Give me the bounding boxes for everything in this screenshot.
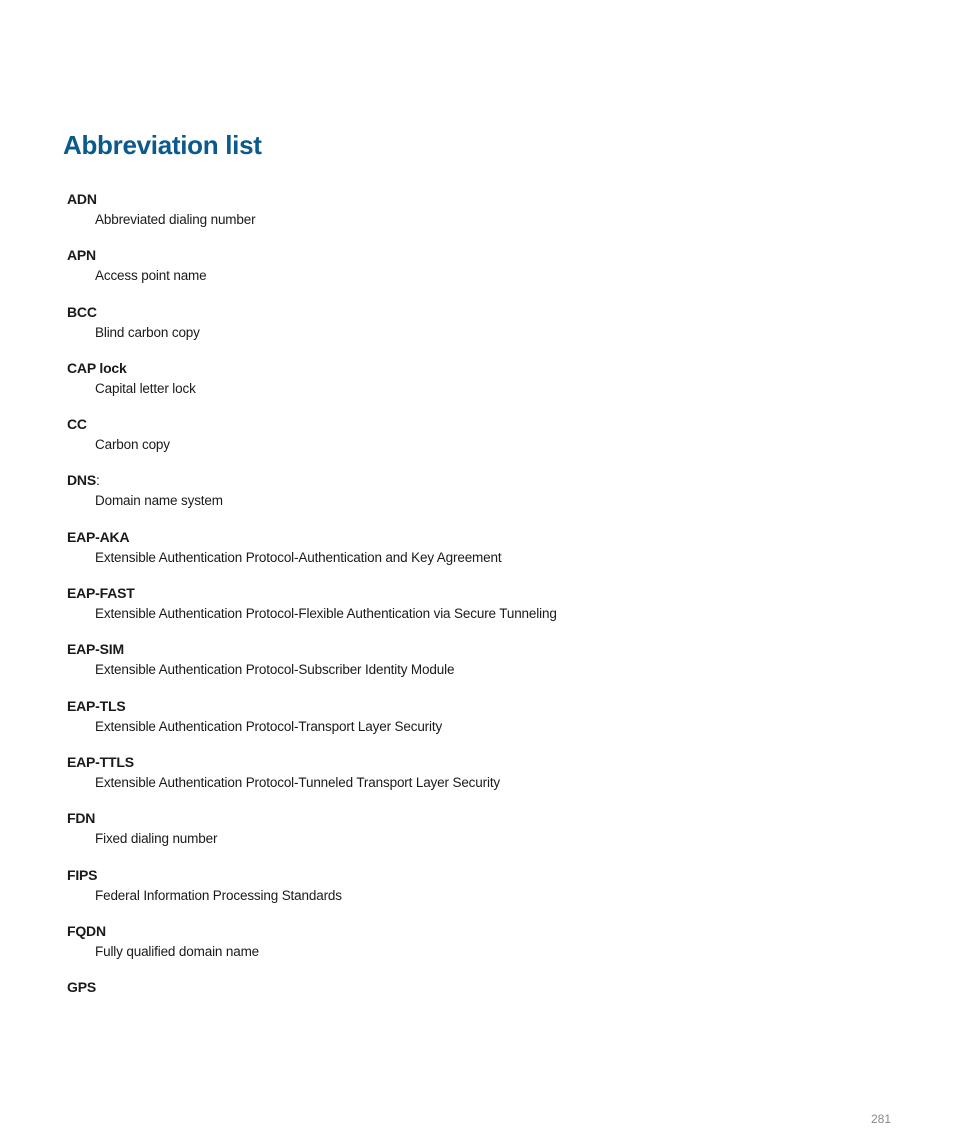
abbreviation-term: DNS:	[67, 472, 100, 489]
abbreviation-definition: Domain name system	[95, 493, 223, 509]
abbreviation-entry	[67, 414, 887, 470]
abbreviation-term: EAP-TTLS	[67, 753, 134, 770]
abbreviation-list	[67, 189, 887, 1033]
abbreviation-term: EAP-TLS	[67, 697, 126, 714]
abbreviation-term: FDN	[67, 810, 96, 827]
abbreviation-definition: Fixed dialing number	[95, 831, 218, 847]
abbreviation-entry	[67, 189, 887, 245]
abbreviation-entry	[67, 696, 887, 752]
abbreviation-definition: Capital letter lock	[95, 380, 196, 396]
abbreviation-definition: Extensible Authentication Protocol-Subscriber Identity Module	[95, 662, 455, 678]
abbreviation-entry	[67, 808, 887, 864]
abbreviation-entry	[67, 470, 887, 526]
abbreviation-definition: Carbon copy	[95, 437, 170, 453]
abbreviation-term: FQDN	[67, 922, 106, 939]
abbreviation-term: CAP lock	[67, 359, 127, 376]
abbreviation-entry	[67, 245, 887, 301]
abbreviation-entry	[67, 583, 887, 639]
abbreviation-term: ADN	[67, 191, 97, 207]
abbreviation-definition: Access point name	[95, 268, 207, 284]
abbreviation-term: APN	[67, 247, 96, 264]
abbreviation-entry	[67, 977, 887, 1033]
abbreviation-entry	[67, 358, 887, 414]
abbreviation-definition: Blind carbon copy	[95, 324, 200, 340]
abbreviation-term: CC	[67, 416, 87, 433]
abbreviation-term: EAP-SIM	[67, 641, 124, 658]
abbreviation-term: FIPS	[67, 866, 98, 883]
page-number: 281	[871, 1112, 892, 1126]
page-title: Abbreviation list	[63, 130, 262, 160]
abbreviation-entry	[67, 752, 887, 808]
abbreviation-definition: Extensible Authentication Protocol-Tunneled Transport Layer Security	[95, 774, 501, 790]
abbreviation-definition: Extensible Authentication Protocol-Flexible Authentication via Secure Tunneling	[95, 606, 557, 622]
abbreviation-definition: Fully qualified domain name	[95, 943, 260, 959]
abbreviation-definition: Abbreviated dialing number	[95, 212, 256, 227]
abbreviation-definition: Extensible Authentication Protocol-Transport Layer Security	[95, 718, 443, 734]
abbreviation-entry	[67, 302, 887, 358]
abbreviation-definition: Federal Information Processing Standards	[95, 887, 342, 903]
abbreviation-entry	[67, 921, 887, 977]
abbreviation-entry	[67, 639, 887, 695]
abbreviation-term: EAP-AKA	[67, 528, 130, 545]
abbreviation-entry	[67, 865, 887, 921]
abbreviation-entry	[67, 527, 887, 583]
abbreviation-term: BCC	[67, 303, 97, 320]
abbreviation-term: EAP-FAST	[67, 585, 135, 602]
abbreviation-term: GPS	[67, 979, 96, 996]
abbreviation-definition: Extensible Authentication Protocol-Authentication and Key Agreement	[95, 549, 502, 565]
